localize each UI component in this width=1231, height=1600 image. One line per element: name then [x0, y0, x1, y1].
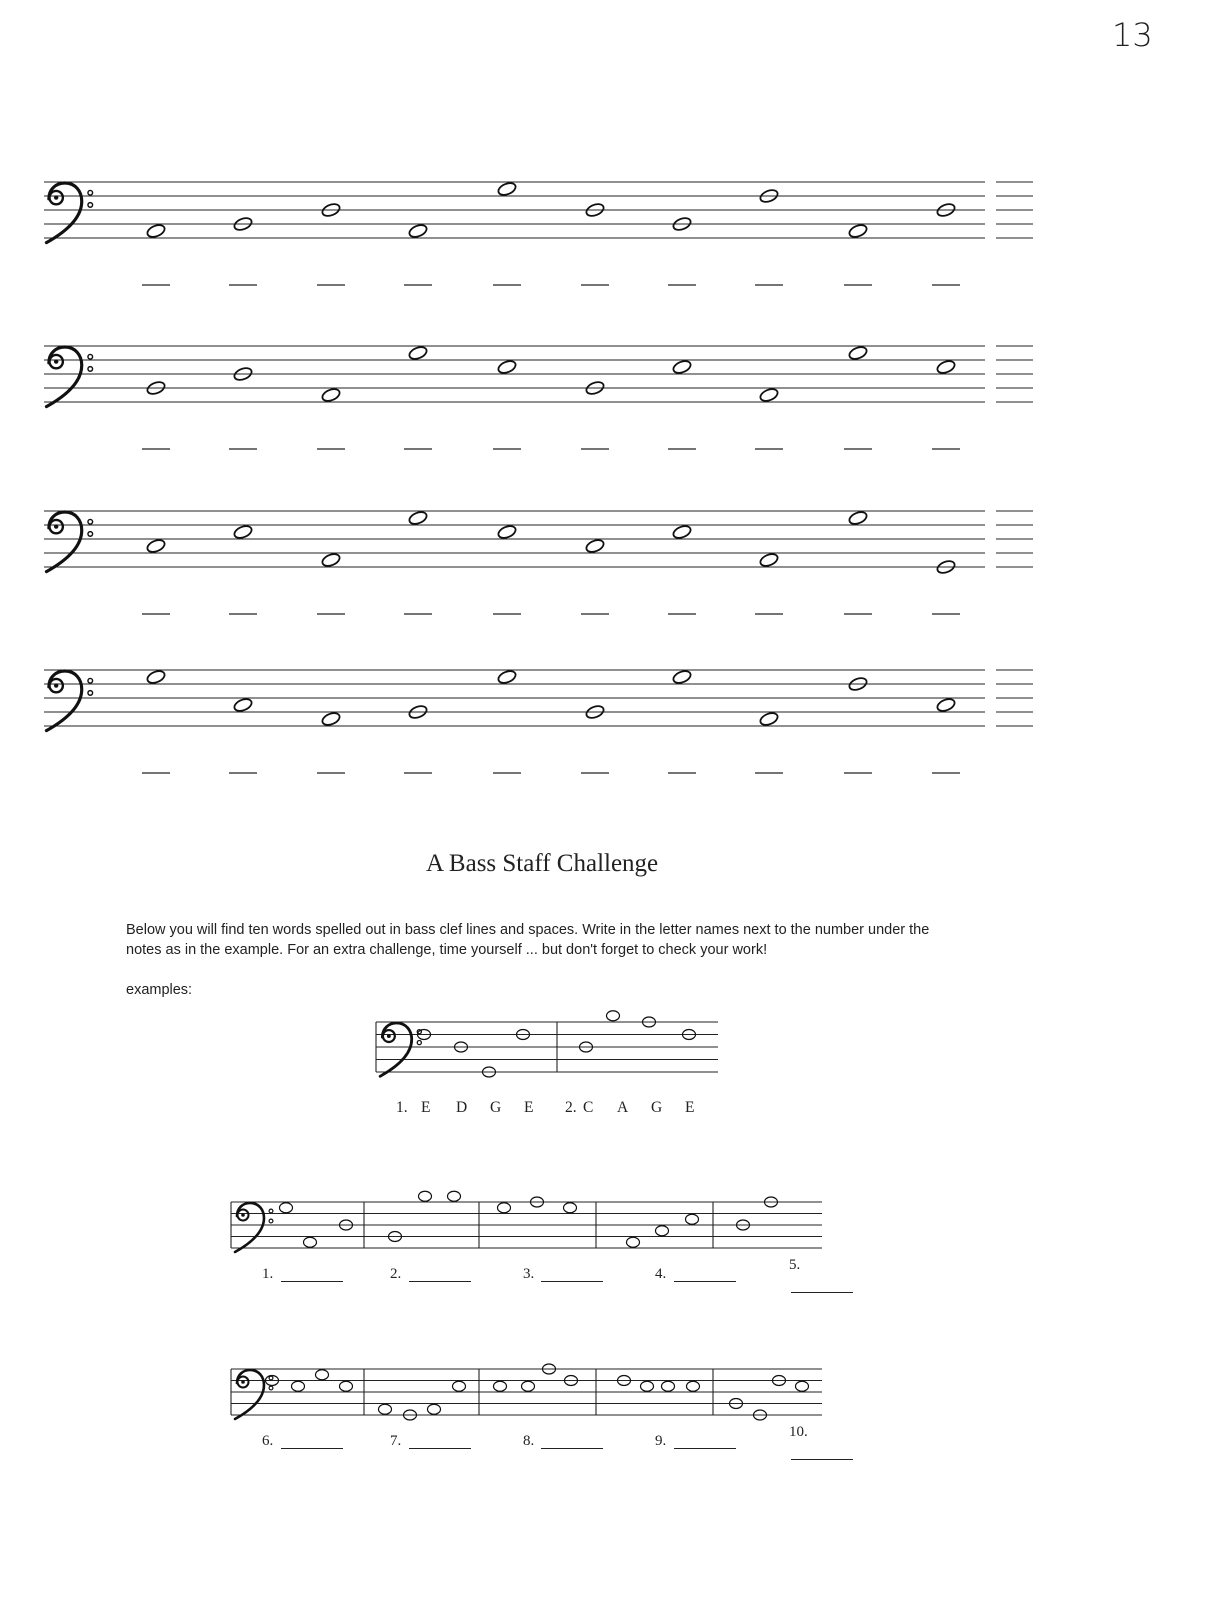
note-head	[233, 524, 254, 540]
note-head	[408, 510, 429, 526]
answer-blank[interactable]	[791, 1292, 853, 1293]
note-head	[497, 359, 518, 375]
note-head	[687, 1381, 700, 1391]
clef-dot	[269, 1376, 273, 1380]
example-letter: E	[524, 1099, 534, 1116]
note-head	[936, 697, 957, 713]
clef-dot	[54, 683, 58, 687]
question-number: 6.	[262, 1433, 274, 1449]
note-head	[321, 552, 342, 568]
clef-dot	[54, 359, 58, 363]
note-head	[686, 1214, 699, 1224]
bass-clef-icon	[46, 671, 92, 731]
note-head	[146, 669, 167, 685]
clef-dot	[54, 195, 58, 199]
note-head	[641, 1381, 654, 1391]
note-head	[408, 223, 429, 239]
note-head	[292, 1381, 305, 1391]
note-head	[146, 223, 167, 239]
note-head	[662, 1381, 675, 1391]
note-head	[585, 538, 606, 554]
note-head	[146, 538, 167, 554]
note-head	[848, 510, 869, 526]
note-head	[321, 711, 342, 727]
note-head	[522, 1381, 535, 1391]
note-head	[340, 1381, 353, 1391]
note-head	[672, 524, 693, 540]
answer-blank[interactable]	[281, 1448, 343, 1449]
note-head	[607, 1011, 620, 1021]
note-head	[316, 1370, 329, 1380]
bass-clef-icon	[46, 512, 92, 572]
example-letter: E	[685, 1099, 695, 1116]
answer-blank[interactable]	[409, 1448, 471, 1449]
note-head	[759, 387, 780, 403]
example-letter: G	[651, 1099, 663, 1116]
clef-dot	[417, 1041, 421, 1045]
clef-dot	[88, 691, 93, 696]
example-letter: D	[456, 1099, 468, 1116]
question-number: 7.	[390, 1433, 402, 1449]
note-head	[233, 697, 254, 713]
note-head	[759, 711, 780, 727]
note-head	[280, 1203, 293, 1213]
note-head	[848, 223, 869, 239]
note-head	[419, 1191, 432, 1201]
clef-dot	[88, 203, 93, 208]
note-head	[564, 1203, 577, 1213]
note-head	[759, 552, 780, 568]
note-head	[627, 1237, 640, 1247]
clef-dot	[241, 1380, 245, 1384]
answer-blank[interactable]	[674, 1448, 736, 1449]
answer-blank[interactable]	[409, 1281, 471, 1282]
question-number: 3.	[523, 1266, 535, 1282]
note-head	[428, 1404, 441, 1414]
note-head	[497, 181, 518, 197]
bass-clef-icon	[235, 1203, 273, 1252]
example-letter: A	[617, 1099, 629, 1116]
clef-dot	[88, 519, 93, 524]
answer-blank[interactable]	[281, 1281, 343, 1282]
note-head	[448, 1191, 461, 1201]
note-head	[321, 387, 342, 403]
clef-dot	[387, 1034, 391, 1038]
clef-dot	[269, 1386, 273, 1390]
question-number: 10.	[789, 1424, 808, 1440]
note-head	[453, 1381, 466, 1391]
instructions-text: Below you will find ten words spelled out in bass clef lines and spaces. Write in the letter names next to the number under the notes as in the example. For an extra challenge, time yourself ... but don't forget to check your work!	[126, 922, 930, 958]
answer-blank[interactable]	[791, 1459, 853, 1460]
clef-dot	[88, 678, 93, 683]
example-number-1: 1.	[396, 1099, 408, 1116]
note-head	[672, 359, 693, 375]
note-head	[672, 669, 693, 685]
question-number: 4.	[655, 1266, 667, 1282]
answer-blank[interactable]	[674, 1281, 736, 1282]
clef-dot	[88, 354, 93, 359]
worksheet-title: A Bass Staff Challenge	[426, 850, 659, 877]
question-number: 2.	[390, 1266, 402, 1282]
clef-dot	[269, 1209, 273, 1213]
example-letter: G	[490, 1099, 502, 1116]
clef-dot	[241, 1213, 245, 1217]
note-head	[408, 345, 429, 361]
clef-dot	[88, 367, 93, 372]
note-head	[498, 1203, 511, 1213]
bass-clef-icon	[380, 1023, 421, 1076]
examples-label: examples:	[126, 982, 193, 998]
bass-clef-icon	[46, 347, 92, 407]
note-head	[379, 1404, 392, 1414]
clef-dot	[269, 1219, 273, 1223]
example-number-2: 2.	[565, 1099, 577, 1116]
clef-dot	[88, 190, 93, 195]
note-head	[936, 359, 957, 375]
example-letter: E	[421, 1099, 431, 1116]
answer-blank[interactable]	[541, 1448, 603, 1449]
note-head	[656, 1226, 669, 1236]
example-letter: C	[583, 1099, 594, 1116]
question-number: 5.	[789, 1257, 801, 1273]
note-head	[497, 669, 518, 685]
note-head	[497, 524, 518, 540]
question-number: 8.	[523, 1433, 535, 1449]
clef-dot	[88, 532, 93, 537]
page-number: 13	[1112, 16, 1153, 54]
note-head	[304, 1237, 317, 1247]
note-head	[494, 1381, 507, 1391]
clef-dot	[54, 524, 58, 528]
bass-clef-icon	[46, 183, 92, 243]
note-head	[796, 1381, 809, 1391]
note-head	[848, 345, 869, 361]
question-number: 1.	[262, 1266, 274, 1282]
answer-blank[interactable]	[541, 1281, 603, 1282]
question-number: 9.	[655, 1433, 667, 1449]
